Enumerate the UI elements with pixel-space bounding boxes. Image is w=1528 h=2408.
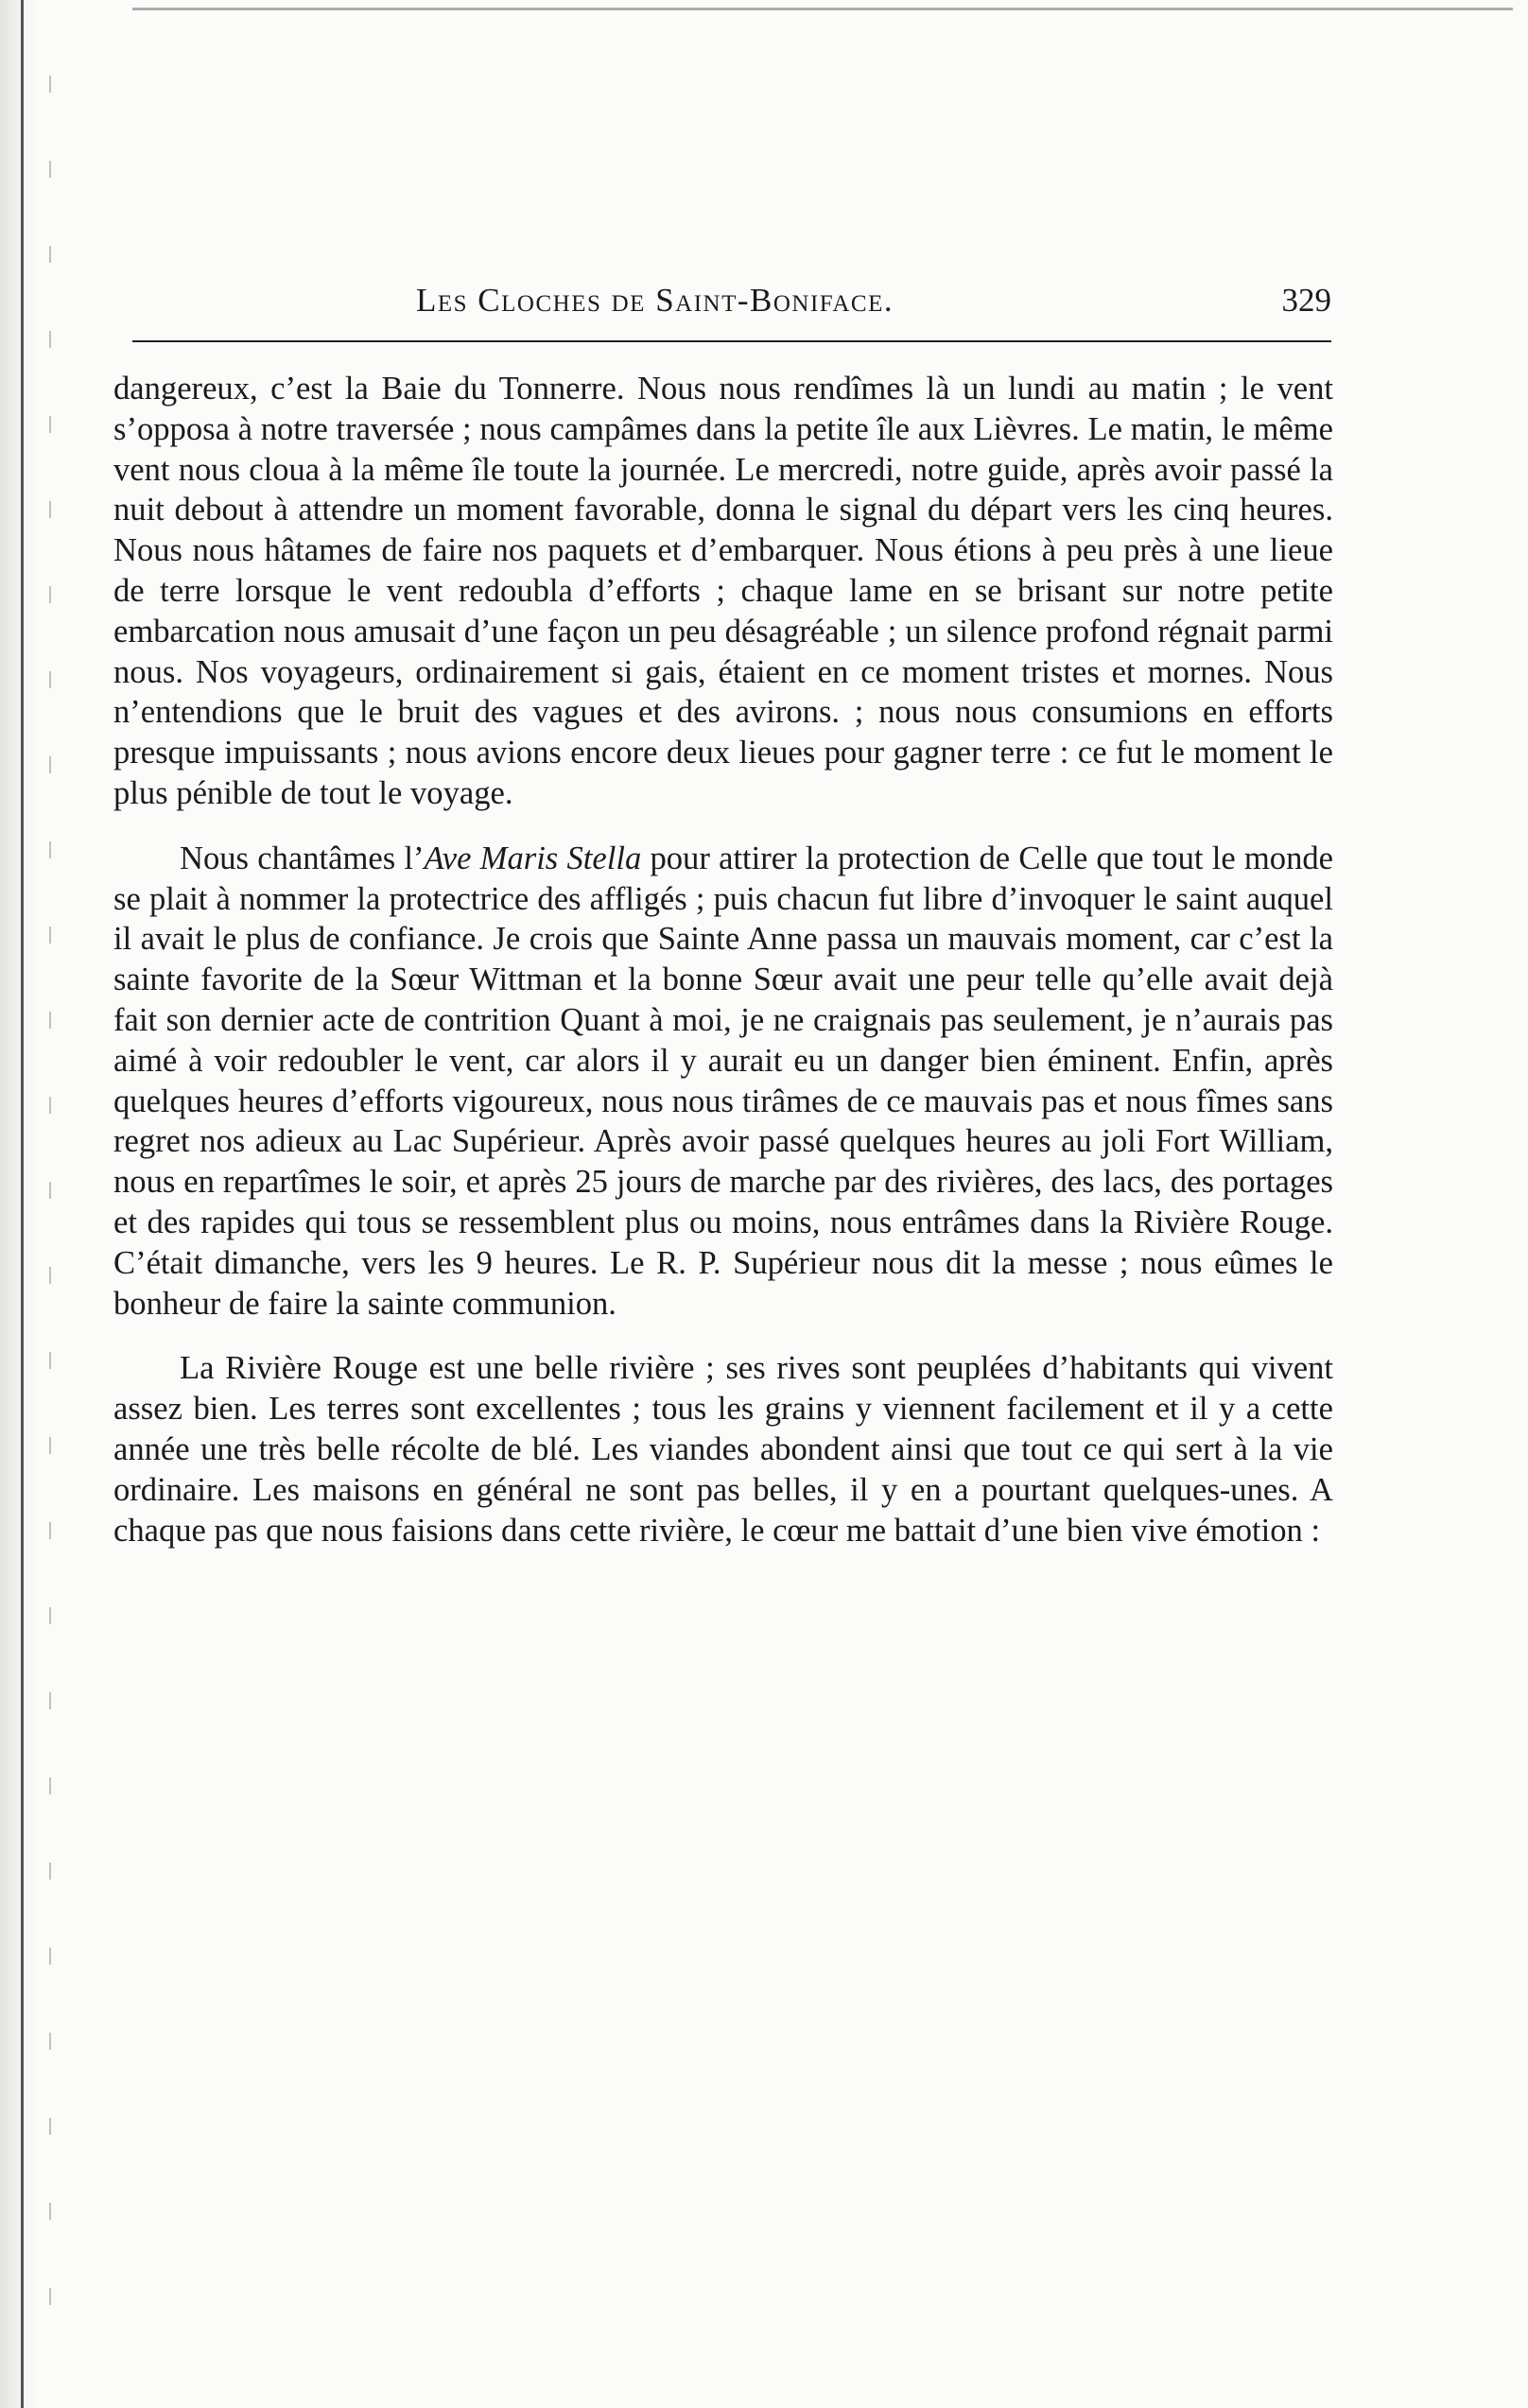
paragraph-text-before: Nous chantâmes l’	[180, 840, 425, 876]
paragraph-text-after: pour attirer la protection de Celle que tout le monde se plait à nommer la protectrice des affligés ; puis chacun fut libre d’invoquer le saint auquel il avait le plus de confiance. Je crois que Sainte Anne passa un mauvais moment, car c’est la sainte favorite de la Sœur Wittman et la bonne Sœur avait une peur telle qu’elle avait dejà fait son dernier acte de contrition Quant à moi, je ne craignais pas seulement, je n’aurais pas aimé à voir redoubler le vent, car alors il y aurait eu un danger bien éminent. Enfin, après quelques heures d’efforts vigoureux, nous nous tirâmes de ce mauvais pas et nous fîmes sans regret nos adieux au Lac Supérieur. Après avoir passé quelques heures au joli Fort William, nous en repartîmes le soir, et après 25 jours de marche par des rivières, des lacs, des portages et des rapides qui tous se ressemblent plus ou moins, nous entrâmes dans la Rivière Rouge. C’était dimanche, vers les 9 heures. Le R. P. Supérieur nous dit la messe ; nous eûmes le bonheur de faire la sainte communion.	[113, 840, 1334, 1322]
paragraph-continued: dangereux, c’est la Baie du Tonnerre. Nous nous rendîmes là un lundi au matin ; le vent s’opposa à notre traversée ; nous campâmes dans la petite île aux Lièvres. Le matin, le même vent nous cloua à la même île toute la journée. Le mercredi, notre guide, après avoir passé la nuit debout à attendre un moment favorable, donna le signal du départ vers les cinq heures. Nous nous hâtames de faire nos paquets et d’embarquer. Nous étions à peu près à une lieue de terre lorsque le vent redoubla d’efforts ; chaque lame en se brisant sur notre petite embarcation nous amusait d’une façon un peu désagréable ; un silence profond régnait parmi nous. Nos voyageurs, ordinairement si gais, étaient en ce moment tristes et mornes. Nous n’entendions que le bruit des vagues et des avirons. ; nous nous consumions en efforts presque impuissants ; nous avions encore deux lieues pour gagner terre : ce fut le moment le plus pénible de tout le voyage.	[113, 371, 1333, 811]
hymn-title: Ave Maris Stella	[424, 840, 642, 876]
paragraph-riviere-rouge: La Rivière Rouge est une belle rivière ; ses rives sont peuplées d’habitants qui vivent assez bien. Les terres sont excellentes ; tous les grains y viennent facilement et il y a cette année une très belle récolte de blé. Les viandes abondent ainsi que tout ce qui sert à la vie ordinaire. Les maisons en général ne sont pas belles, il y en a pourtant quelques-unes. A chaque pas que nous faisions dans cette rivière, le cœur me battait d’une bien vive émotion :	[113, 1350, 1333, 1549]
page-binding-edge	[0, 0, 38, 2408]
header-rule	[132, 340, 1331, 342]
body-text	[113, 369, 1333, 1550]
page-number: 329	[1281, 282, 1331, 319]
running-title: Les Cloches de Saint-Boniface.	[416, 282, 894, 319]
binding-speckle-line	[49, 76, 51, 2345]
paragraph-ave-maris-stella	[113, 839, 1333, 1325]
running-header	[132, 282, 1331, 331]
binding-shadow-line	[21, 0, 24, 2408]
scan-top-edge	[132, 8, 1513, 10]
